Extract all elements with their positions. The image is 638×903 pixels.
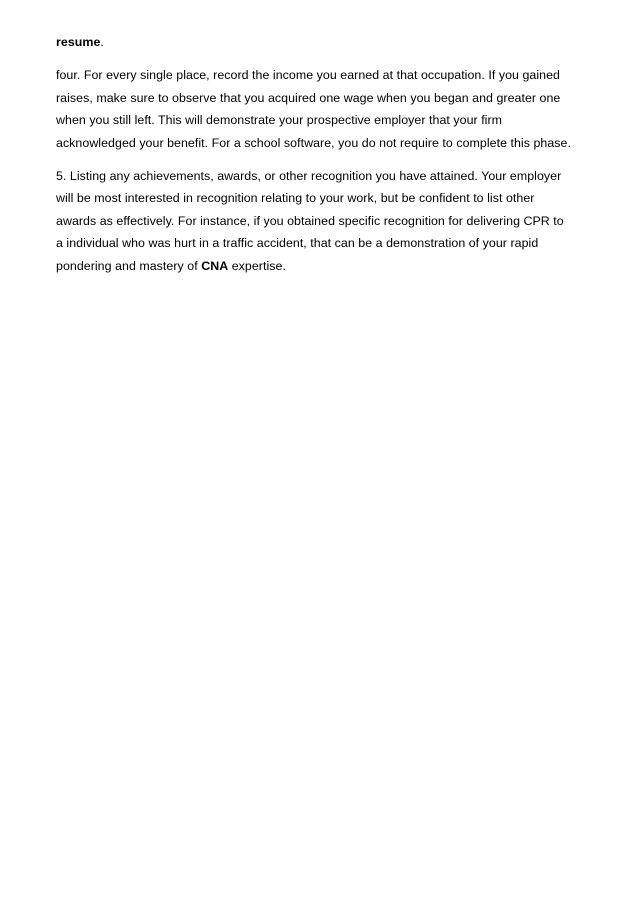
paragraph-gap [56,54,596,65]
paragraph-line-last [56,255,596,278]
paragraph-resume [56,31,596,54]
document-page [56,31,596,277]
paragraph-line: when you still left. This will demonstrate your prospective employer that your firm [56,113,503,127]
resume-period: . [100,35,104,49]
last-line-after: expertise. [228,258,286,273]
bold-cna: CNA [201,258,229,273]
paragraph-line: will be most interested in recognition relating to your work, but be confident to list other [56,191,535,205]
paragraph-line: 5. Listing any achievements, awards, or other recognition you have attained. Your employer [56,168,562,183]
paragraph-achievements [56,165,596,278]
bold-resume: resume [56,35,101,49]
last-line-before: pondering and mastery of [56,258,202,273]
paragraph-line: awards as effectively. For instance, if you obtained specific recognition for delivering CPR to [56,213,564,228]
paragraph-gap [56,154,596,165]
paragraph-line: acknowledged your benefit. For a school software, you do not require to complete this phase. [56,135,571,150]
paragraph-line: a individual who was hurt in a traffic accident, that can be a demonstration of your rapid [56,236,539,250]
paragraph-income [56,64,596,154]
paragraph-line: four. For every single place, record the income you earned at that occupation. If you gained [56,68,560,82]
paragraph-line: raises, make sure to observe that you acquired one wage when you began and greater one [56,90,561,105]
